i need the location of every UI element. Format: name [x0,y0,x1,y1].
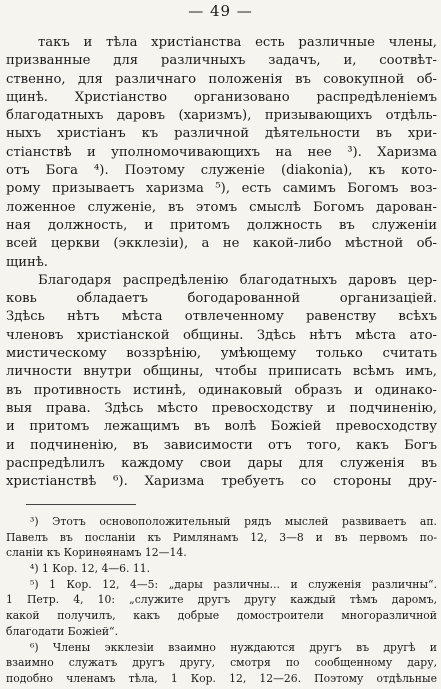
text-line: ственно, для различнаго положенія въ совокупной об- [6,71,437,87]
main-text [6,34,437,491]
footnote-line: ⁵) 1 Кор. 12, 4—5: „дары различны... и служенія различны“. [30,577,437,591]
text-line: членовъ христіанской общины. Здѣсь нѣтъ мѣста ато- [6,327,437,343]
text-line: такъ и тѣла христіанства есть различные члены, [38,35,437,50]
footnote-line: 1 Петр. 4, 10: „служите другъ другу каждый тѣмъ даромъ, [6,593,437,607]
text-line: благодатныхъ даровъ (харизмъ), призывающихъ отдѣль- [6,108,437,124]
footnote-line: какой получилъ, какъ добрые домостроители многоразличной [6,609,437,623]
text-line: личности внутри общины, чтобы приписать всѣмъ имъ, [6,364,437,380]
text-line: распредѣлилъ каждому свои дары для служенія въ [6,455,437,471]
footnote-line: подобно членамъ тѣла, 1 Кор. 12, 12—26. Поэтому отдѣльные [6,671,437,685]
text-line: христіанствѣ ⁶). Харизма требуетъ со стороны дру- [6,474,437,490]
text-line: Благодаря распредѣленію благодатныхъ даровъ цер- [38,272,437,288]
text-line: ная должность, и притомъ должность въ служеніи [6,217,437,233]
text-line: ныхъ христіанъ къ различной дѣятельности въ хри- [6,126,437,142]
text-line: выя права. Здѣсь мѣсто превосходству и подчиненію, [6,400,437,416]
footnote-divider [26,504,136,505]
footnote-line: ⁶) Члены экклезіи взаимно нуждаются другъ въ другѣ и [30,640,437,654]
text-line: ковь обладаетъ богодарованной организаціей. [6,291,437,307]
footnote-line: взаимно служатъ другъ другу, смотря по сообщенному дару, [6,656,437,670]
text-line: въ противность истинѣ, одинаковый образъ и одинако- [6,382,437,398]
text-line: ложенное служеніе, въ этомъ смыслѣ Богомъ дарован- [6,199,437,215]
text-line: Здѣсь нѣтъ мѣста отвлеченному равенству всѣхъ [6,309,437,325]
footnotes [6,514,437,687]
text-line: щинѣ. Христіанство организовано распредѣленіемъ [6,89,437,105]
text-line: рому призываетъ харизма ⁵), есть самимъ Богомъ воз- [6,181,437,197]
text-line: и подчиненію, въ зависимости отъ того, какъ Богъ [6,437,437,453]
text-line: отъ Бога ⁴). Поэтому служеніе (diakonia), къ кото- [6,163,437,179]
text-line: мистическому воззрѣнію, умѣющему только считать [6,346,437,362]
footnote-line: ⁴) 1 Кор. 12, 4—6. 11. [30,562,151,576]
text-line: всей церкви (экклезіи), а не какой-либо мѣстной об- [6,236,437,252]
footnote-line: ³) Этотъ основоположительный рядъ мыслей развиваетъ ап. [30,515,437,528]
text-line: щинѣ. [6,254,48,270]
text-line: стіанствѣ и уполномочивающихъ на нее ³). Харизма [6,144,437,160]
footnote-line: сланіи къ Коринѳянамъ 12—14. [6,546,187,560]
page-number: — 49 — [188,2,253,20]
text-line: призванные для различныхъ задачъ, и, соотвѣт- [6,53,437,69]
footnote-line: Павелъ въ посланіи къ Римлянамъ 12, 3—8 и въ первомъ по- [6,530,437,544]
text-line: и притомъ лежащимъ въ волѣ Божіей превосходству [6,419,437,435]
footnote-line: благодати Божіей“. [6,624,118,638]
